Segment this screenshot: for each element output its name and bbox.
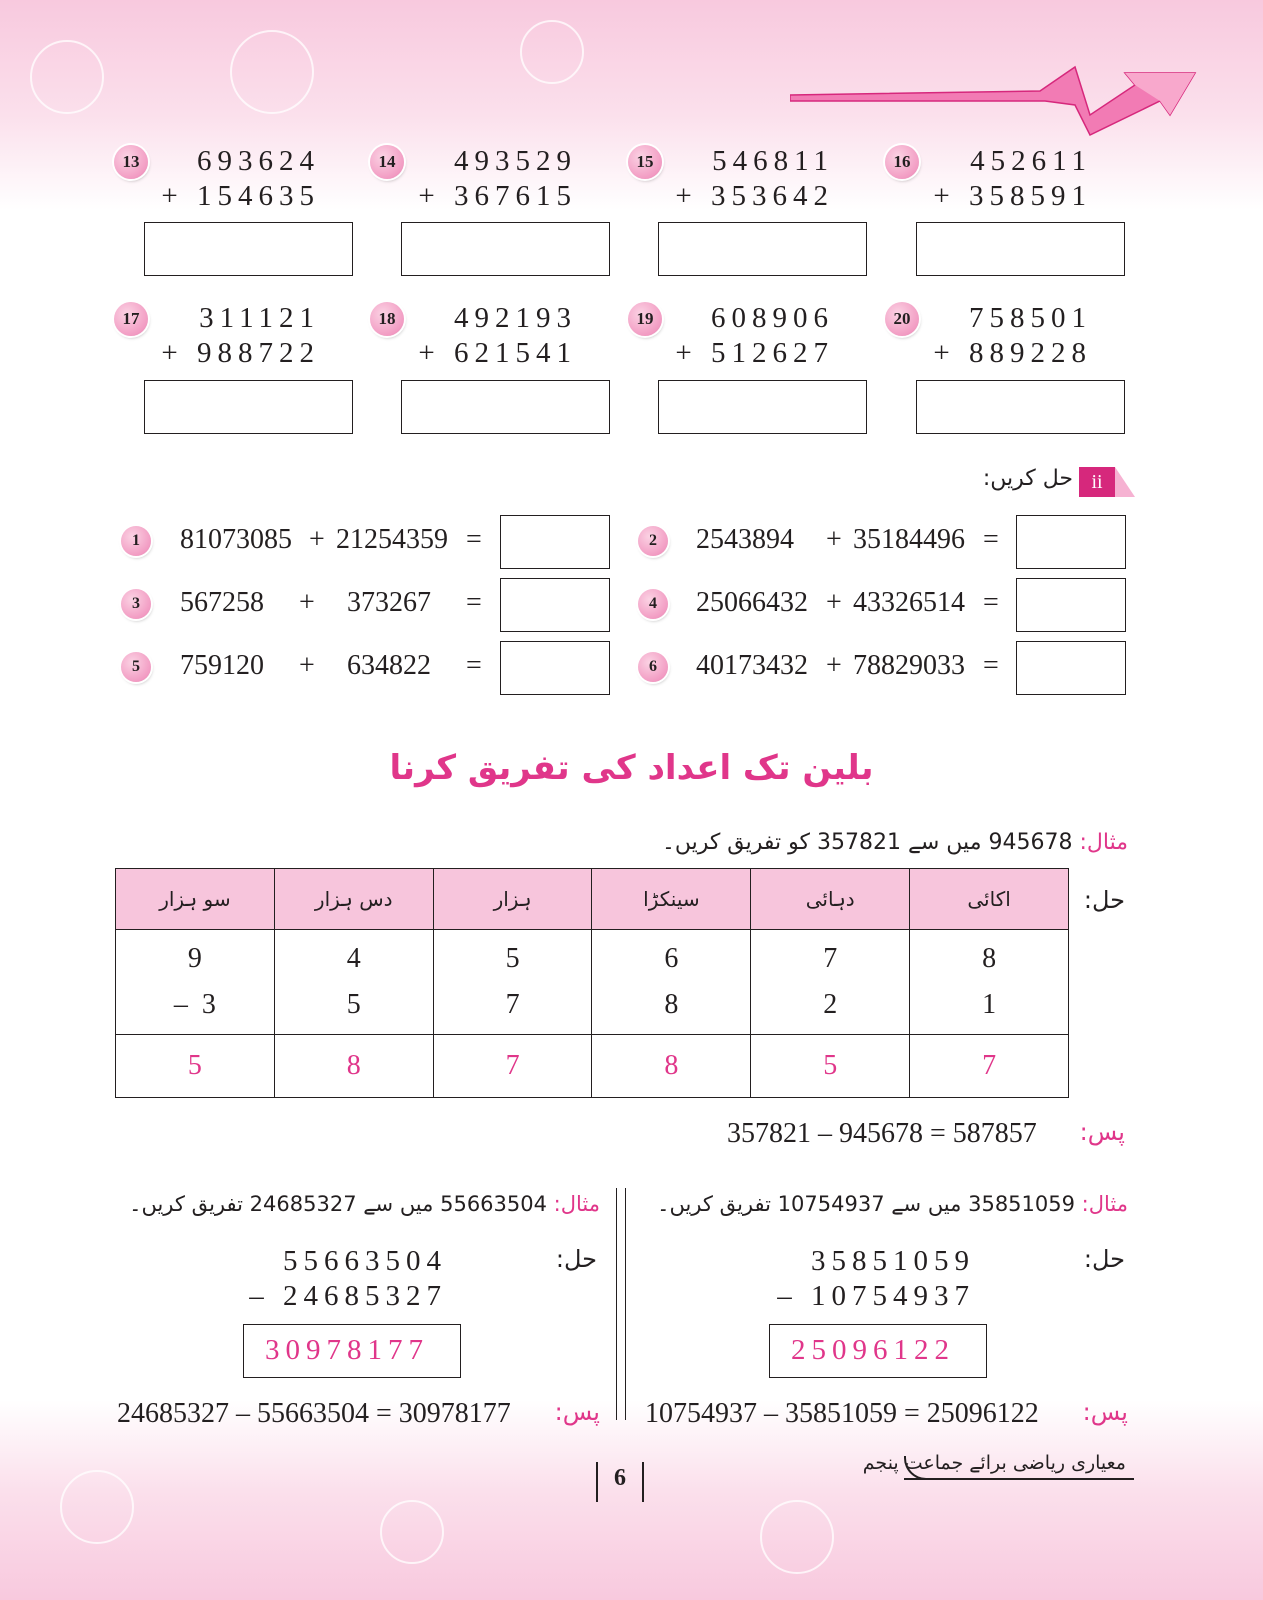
addend-bottom: + 154635 bbox=[161, 180, 320, 212]
subtrahend: 24685327 bbox=[249, 1192, 357, 1216]
equals-sign: = bbox=[466, 524, 482, 555]
doodle-globe-icon-2 bbox=[760, 1500, 834, 1574]
addend-a: 759120 bbox=[180, 650, 264, 681]
addend-b: 78829033 bbox=[853, 650, 965, 681]
doodle-globe-icon bbox=[230, 30, 314, 114]
addend-b: 43326514 bbox=[853, 587, 965, 618]
example-label: مثال: bbox=[553, 1192, 600, 1216]
addend-bottom: + 889228 bbox=[933, 337, 1092, 369]
page-number: 6 bbox=[614, 1465, 626, 1491]
result-digit: 7 bbox=[433, 1035, 592, 1098]
answer-box[interactable] bbox=[658, 380, 867, 434]
addend-a: 40173432 bbox=[696, 650, 808, 681]
addend-bottom: + 512627 bbox=[675, 337, 834, 369]
digit-top: 5 bbox=[505, 943, 520, 974]
answer-box[interactable] bbox=[1016, 578, 1126, 632]
plus-sign: + bbox=[826, 587, 842, 618]
section-heading: حل کریں: bbox=[982, 466, 1073, 491]
answer-box[interactable] bbox=[500, 578, 610, 632]
plus-sign: + bbox=[299, 650, 315, 681]
addend-top: 693624 bbox=[197, 145, 320, 177]
doodle-bulb-icon bbox=[520, 20, 584, 84]
addend-top: 546811 bbox=[712, 145, 834, 177]
addend-top: 608906 bbox=[711, 302, 834, 334]
answer-box[interactable] bbox=[401, 222, 610, 276]
trend-arrow-icon bbox=[790, 55, 1210, 145]
header-hundreds: سینکڑا bbox=[592, 869, 751, 930]
equals-sign: = bbox=[466, 587, 482, 618]
header-tens: دہائی bbox=[751, 869, 910, 930]
result-box bbox=[243, 1324, 461, 1378]
result-value: 30978177 bbox=[265, 1334, 429, 1366]
digit-top: 6 bbox=[664, 943, 679, 974]
addend-bottom: + 358591 bbox=[933, 180, 1092, 212]
example-label: مثال: bbox=[1081, 1192, 1128, 1216]
page-number-separator bbox=[642, 1462, 644, 1502]
result-digit: 7 bbox=[910, 1035, 1069, 1098]
problem-number-badge: 20 bbox=[885, 302, 919, 336]
subtrahend: 357821 bbox=[817, 830, 901, 855]
problem-number-badge: 17 bbox=[114, 302, 148, 336]
answer-box[interactable] bbox=[401, 380, 610, 434]
subtrahend: 10754937 bbox=[777, 1192, 885, 1216]
plus-sign: + bbox=[826, 524, 842, 555]
digit-bottom: 1 bbox=[982, 989, 997, 1020]
digit-bottom: 8 bbox=[664, 989, 679, 1020]
doodle-clock-icon bbox=[60, 1470, 134, 1544]
plus-sign: + bbox=[826, 650, 842, 681]
example-label: مثال: bbox=[1079, 830, 1128, 855]
minuend: 55663504 bbox=[440, 1192, 547, 1216]
addend-bottom: + 988722 bbox=[161, 337, 320, 369]
table-cell bbox=[592, 930, 751, 1035]
answer-box[interactable] bbox=[658, 222, 867, 276]
table-cell bbox=[116, 930, 275, 1035]
table-cell bbox=[274, 930, 433, 1035]
minuend-vertical: 55663504 bbox=[283, 1245, 447, 1277]
table-header-row bbox=[116, 869, 1069, 930]
result-box bbox=[769, 1324, 987, 1378]
addend-top: 311121 bbox=[199, 302, 320, 334]
example-3-statement bbox=[129, 1192, 600, 1216]
solution-label: حل: bbox=[1083, 1245, 1125, 1273]
addend-a: 81073085 bbox=[180, 524, 292, 555]
example-1-final: 357821 – 945678 = 587857 bbox=[727, 1118, 1037, 1149]
minuend: 945678 bbox=[988, 830, 1073, 855]
answer-box[interactable] bbox=[916, 222, 1125, 276]
statement-mid: میں سے bbox=[363, 1192, 434, 1216]
result-value: 25096122 bbox=[791, 1334, 955, 1366]
equals-sign: = bbox=[983, 650, 999, 681]
digit-top: 8 bbox=[982, 943, 997, 974]
equals-sign: = bbox=[983, 524, 999, 555]
digit-top: 9 bbox=[187, 943, 202, 974]
equals-sign: = bbox=[983, 587, 999, 618]
section-title: بلین تک اعداد کی تفریق کرنا bbox=[389, 748, 874, 788]
answer-box[interactable] bbox=[144, 380, 353, 434]
table-cell bbox=[433, 930, 592, 1035]
column-divider bbox=[616, 1188, 626, 1420]
problem-number-badge: 19 bbox=[628, 302, 662, 336]
section-tag: ii bbox=[1079, 467, 1115, 497]
doodle-flask-icon bbox=[380, 1500, 444, 1564]
addend-top: 493529 bbox=[454, 145, 577, 177]
minus-sign: – bbox=[173, 989, 188, 1020]
addend-a: 25066432 bbox=[696, 587, 808, 618]
example-2-final: 10754937 – 35851059 = 25096122 bbox=[645, 1398, 1039, 1429]
problem-number-badge: 14 bbox=[370, 145, 404, 179]
footer-rule bbox=[904, 1478, 1134, 1480]
solution-label: حل: bbox=[555, 1245, 597, 1273]
section-tag-corner bbox=[1115, 467, 1135, 497]
subtrahend-vertical: – 24685327 bbox=[249, 1280, 447, 1312]
example-1-statement bbox=[662, 830, 1128, 855]
minuend-vertical: 35851059 bbox=[811, 1245, 975, 1277]
example-3-final: 24685327 – 55663504 = 30978177 bbox=[117, 1398, 511, 1429]
answer-box[interactable] bbox=[500, 641, 610, 695]
subtrahend-vertical: – 10754937 bbox=[777, 1280, 975, 1312]
digit-bottom: 2 bbox=[823, 989, 838, 1020]
problem-number-badge: 18 bbox=[370, 302, 404, 336]
table-row bbox=[116, 930, 1069, 1035]
addend-a: 2543894 bbox=[696, 524, 794, 555]
problem-number-badge: 1 bbox=[121, 526, 151, 556]
addend-top: 758501 bbox=[969, 302, 1092, 334]
header-thousands: ہزار bbox=[433, 869, 592, 930]
problem-number-badge: 4 bbox=[638, 589, 668, 619]
digit-top: 4 bbox=[346, 943, 361, 974]
therefore-label: پس: bbox=[1082, 1398, 1128, 1426]
digit-bottom: – 3 bbox=[173, 989, 216, 1020]
addend-bottom: + 353642 bbox=[675, 180, 834, 212]
problem-number-badge: 13 bbox=[114, 145, 148, 179]
equals-sign: = bbox=[466, 650, 482, 681]
header-hundred-thousands: سو ہزار bbox=[116, 869, 275, 930]
addend-b: 373267 bbox=[347, 587, 431, 618]
addend-top: 492193 bbox=[454, 302, 577, 334]
header-ones: اکائی bbox=[910, 869, 1069, 930]
addend-b: 35184496 bbox=[853, 524, 965, 555]
table-cell bbox=[751, 930, 910, 1035]
addend-b: 21254359 bbox=[336, 524, 448, 555]
addend-a: 567258 bbox=[180, 587, 264, 618]
addend-top: 452611 bbox=[970, 145, 1092, 177]
problem-number-badge: 3 bbox=[121, 589, 151, 619]
result-row bbox=[116, 1035, 1069, 1098]
result-digit: 5 bbox=[751, 1035, 910, 1098]
result-digit: 5 bbox=[116, 1035, 275, 1098]
answer-box[interactable] bbox=[500, 515, 610, 569]
example-2-statement bbox=[657, 1192, 1128, 1216]
result-digit: 8 bbox=[274, 1035, 433, 1098]
problem-number-badge: 5 bbox=[121, 652, 151, 682]
problem-number-badge: 15 bbox=[628, 145, 662, 179]
statement-mid: میں سے bbox=[907, 830, 982, 855]
footer-background bbox=[0, 1400, 1263, 1600]
problem-number-badge: 16 bbox=[885, 145, 919, 179]
statement-mid: میں سے bbox=[891, 1192, 962, 1216]
addend-bottom: + 367615 bbox=[418, 180, 577, 212]
addend-b: 634822 bbox=[347, 650, 431, 681]
statement-end: کو تفریق کریں۔ bbox=[661, 830, 810, 855]
answer-box[interactable] bbox=[1016, 515, 1126, 569]
digit-bottom: 5 bbox=[346, 989, 361, 1020]
answer-box[interactable] bbox=[916, 380, 1125, 434]
answer-box[interactable] bbox=[144, 222, 353, 276]
result-digit: 8 bbox=[592, 1035, 751, 1098]
plus-sign: + bbox=[299, 587, 315, 618]
digit-bottom: 7 bbox=[505, 989, 520, 1020]
problem-number-badge: 2 bbox=[638, 526, 668, 556]
book-title: معیاری ریاضی برائے جماعت پنجم bbox=[862, 1452, 1126, 1474]
problem-number-badge: 6 bbox=[638, 652, 668, 682]
minuend: 35851059 bbox=[968, 1192, 1075, 1216]
therefore-label: پس: bbox=[1079, 1118, 1125, 1146]
solution-label: حل: bbox=[1083, 886, 1125, 914]
plus-sign: + bbox=[309, 524, 325, 555]
place-value-table bbox=[115, 868, 1069, 1098]
header-ten-thousands: دس ہزار bbox=[274, 869, 433, 930]
answer-box[interactable] bbox=[1016, 641, 1126, 695]
table-cell bbox=[910, 930, 1069, 1035]
addend-bottom: + 621541 bbox=[418, 337, 577, 369]
therefore-label: پس: bbox=[554, 1398, 600, 1426]
digit-top: 7 bbox=[823, 943, 838, 974]
statement-end: تفریق کریں۔ bbox=[657, 1192, 771, 1216]
doodle-atom-icon bbox=[30, 40, 104, 114]
statement-end: تفریق کریں۔ bbox=[129, 1192, 243, 1216]
